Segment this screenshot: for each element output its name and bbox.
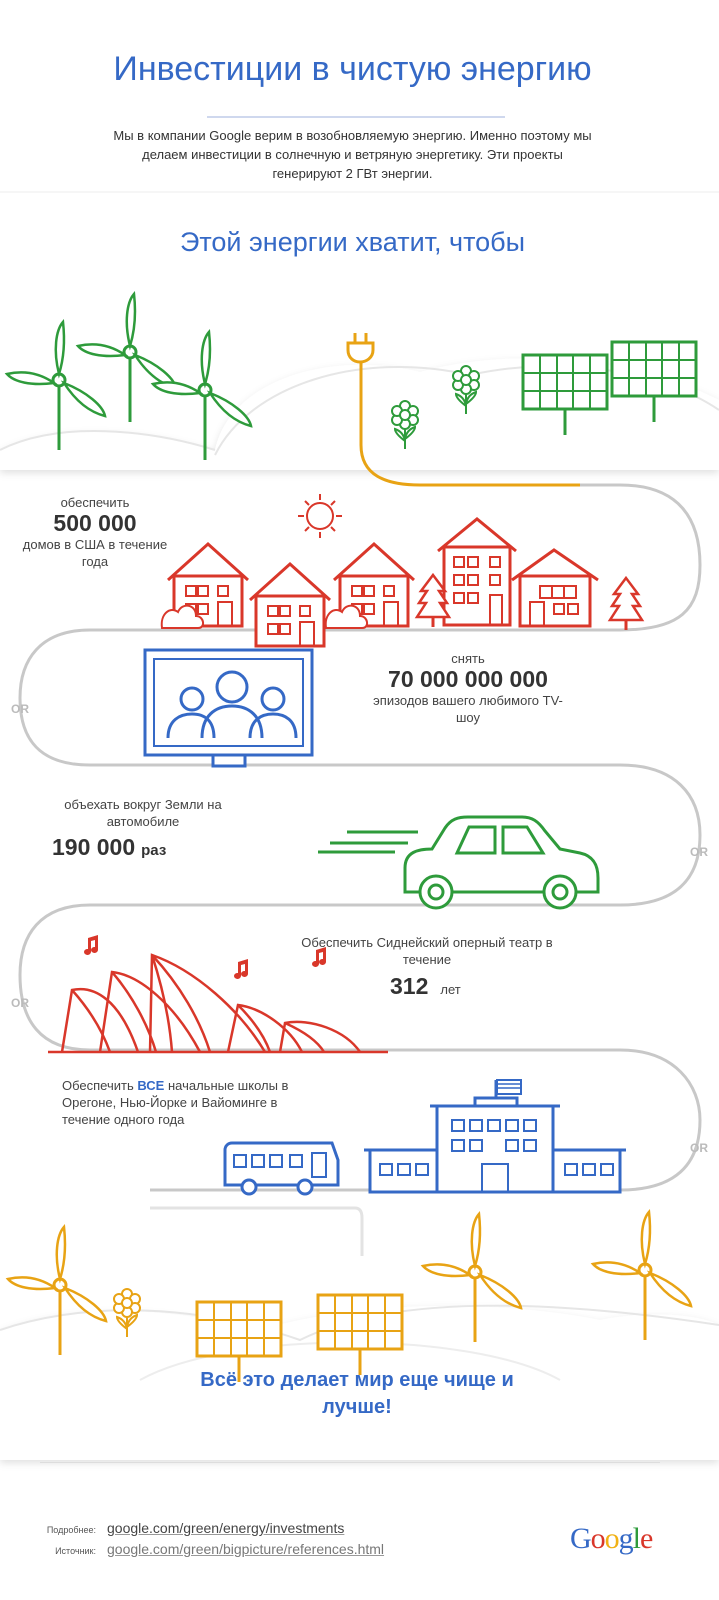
more-label: Подробнее:: [46, 1525, 96, 1535]
or-label: OR: [690, 845, 708, 859]
more-link[interactable]: google.com/green/energy/investments: [107, 1520, 345, 1536]
google-logo-letter: G: [570, 1522, 591, 1555]
page-title: Инвестиции в чистую энергию: [113, 50, 592, 88]
stat-tv-number: 70 000 000 000: [388, 666, 548, 692]
intro-text: Мы в компании Google верим в возобновляемую энергию. Именно поэтому мы делаем инвестиции в солнечную и ветряную энергетику. Эти проекты генерируют 2 ГВт энергии.: [113, 128, 592, 181]
stat-homes-post: домов в США в течение года: [22, 537, 168, 569]
bus-icon: [225, 1143, 338, 1194]
stat-tv-pre: снять: [451, 651, 485, 666]
school-icon: [364, 1080, 626, 1192]
sun-icon: [298, 494, 342, 538]
stat-opera-unit: лет: [440, 982, 461, 997]
stat-tv-post: эпизодов вашего любимого TV-шоу: [373, 693, 563, 725]
stat-car: [52, 834, 166, 861]
source-link[interactable]: google.com/green/bigpicture/references.html: [107, 1541, 385, 1557]
or-label: OR: [690, 1141, 708, 1155]
google-logo-letter: o: [604, 1522, 619, 1555]
stat-car-text: объехать вокруг Земли на автомобиле: [64, 797, 222, 829]
google-logo-letter: e: [640, 1522, 653, 1555]
stat-schools-post: начальные школы в Орегоне, Нью-Йорке и Вайоминге в течение одного года: [62, 1078, 289, 1127]
google-logo-letter: g: [618, 1522, 633, 1555]
stat-homes-pre: обеспечить: [60, 495, 130, 510]
stat-schools-highlight: ВСЕ: [137, 1078, 165, 1093]
car-icon: [318, 817, 598, 908]
source-label: Источник:: [55, 1546, 96, 1556]
footer-divider: [40, 1462, 660, 1463]
stat-tv: [368, 650, 568, 726]
tv-icon: [145, 650, 312, 766]
stat-opera-text: Обеспечить Сиднейский оперный театр в течение: [301, 935, 553, 967]
stat-car-unit: раз: [141, 842, 167, 859]
stat-homes: [20, 494, 170, 570]
stat-schools-pre: Обеспечить: [62, 1078, 134, 1093]
google-logo: [570, 1522, 652, 1556]
or-label: OR: [11, 996, 29, 1010]
stat-opera-number: 312: [390, 973, 429, 999]
google-logo-letter: o: [590, 1522, 605, 1555]
stat-opera: [390, 973, 461, 1000]
google-logo-letter: l: [632, 1522, 641, 1555]
opera-house-icon: [48, 955, 388, 1052]
closing-message: Всё это делает мир еще чище и лучше!: [200, 1369, 514, 1418]
or-label: OR: [11, 702, 29, 716]
house-icon: [168, 519, 598, 646]
stat-car-number: 190 000: [52, 834, 136, 860]
stat-schools: [62, 1077, 302, 1128]
section-heading: Этой энергии хватит, чтобы: [179, 227, 526, 257]
stat-homes-number: 500 000: [53, 510, 137, 536]
